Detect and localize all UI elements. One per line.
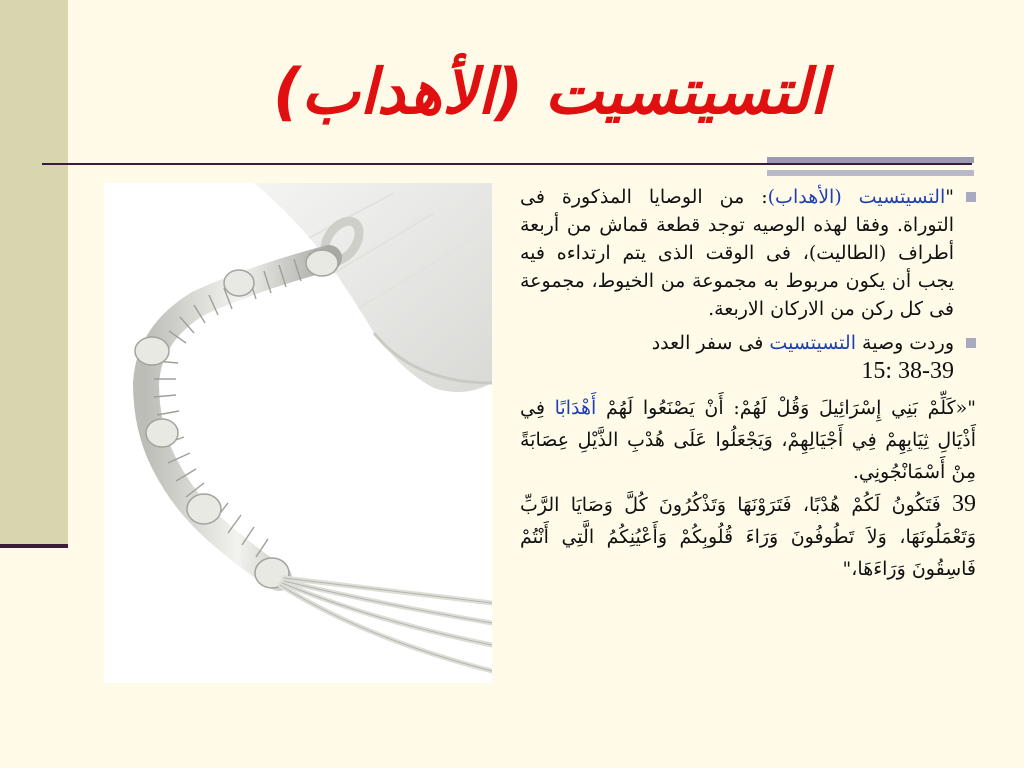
verse-term-highlight: أَهْدَابًا: [554, 397, 597, 419]
left-decorative-band: [0, 0, 68, 548]
title-accent-stripe-top: [767, 157, 974, 163]
bullet-square-icon: [966, 192, 976, 202]
verse-close-quote: ": [842, 558, 852, 580]
term-highlight: التسيتسيت: [769, 332, 856, 354]
verse-part-2: فِي أَذْيَالِ ثِيَابِهِمْ فِي أَجْيَالِهِمْ، وَيَجْعَلُوا عَلَى هُدْبِ الذَّيْلِ عِصَابَةً مِنْ أَسْمَانْجُونِي.: [520, 397, 976, 483]
verse-part-3: فَتَكُونُ لَكُمْ هُدْبًا، فَتَرَوْنَهَا وَتَذْكُرُونَ كُلَّ وَصَايَا الرَّبِّ وَتَعْمَلُونَهَا، وَلاَ تَطُوفُونَ وَرَاءَ قُلُوبِكُمْ وَأَعْيُنِكُمُ الَّتِي أَنْتُمْ فَاسِقُونَ وَرَاءَهَا،: [520, 494, 976, 580]
term-highlight: التسيتسيت (الأهداب): [767, 186, 946, 208]
verse-part-1: كَلِّمْ بَنِي إِسْرَائِيلَ وَقُلْ لَهُمْ: أَنْ يَصْنَعُوا لَهُمْ: [596, 397, 956, 419]
scripture-reference: 15: 38-39: [861, 358, 954, 384]
title-divider: [42, 163, 972, 165]
bullet-reference: [520, 329, 976, 386]
bullet-square-icon: [966, 338, 976, 348]
tzitzit-photo: [104, 183, 492, 683]
slide-content: [520, 183, 976, 703]
verse-open-quote: "«: [955, 397, 976, 419]
reference-suffix: فى سفر العدد: [651, 332, 770, 354]
title-accent-stripe-bottom: [767, 170, 974, 176]
reference-prefix: وردت وصية: [855, 332, 954, 354]
bullet-definition: [520, 183, 976, 323]
verse-number: 39: [952, 491, 976, 517]
open-quote: ": [945, 186, 954, 208]
slide-title: التسيتسيت (الأهداب): [272, 55, 828, 128]
tzitzit-photo-image: [104, 183, 492, 683]
left-band-rule: [0, 544, 68, 548]
definition-text: : من الوصايا المذكورة فى التوراة. وفقا لهذه الوصيه توجد قطعة قماش من أربعة أطراف (الطاليت)، فى الوقت الذى يتم ارتداءه فيه يجب أن يكون مربوط به مجموعة من الخيوط، مجموعة فى كل ركن من الاركان الاربعة.: [520, 186, 954, 320]
verse-quote: [520, 392, 976, 585]
